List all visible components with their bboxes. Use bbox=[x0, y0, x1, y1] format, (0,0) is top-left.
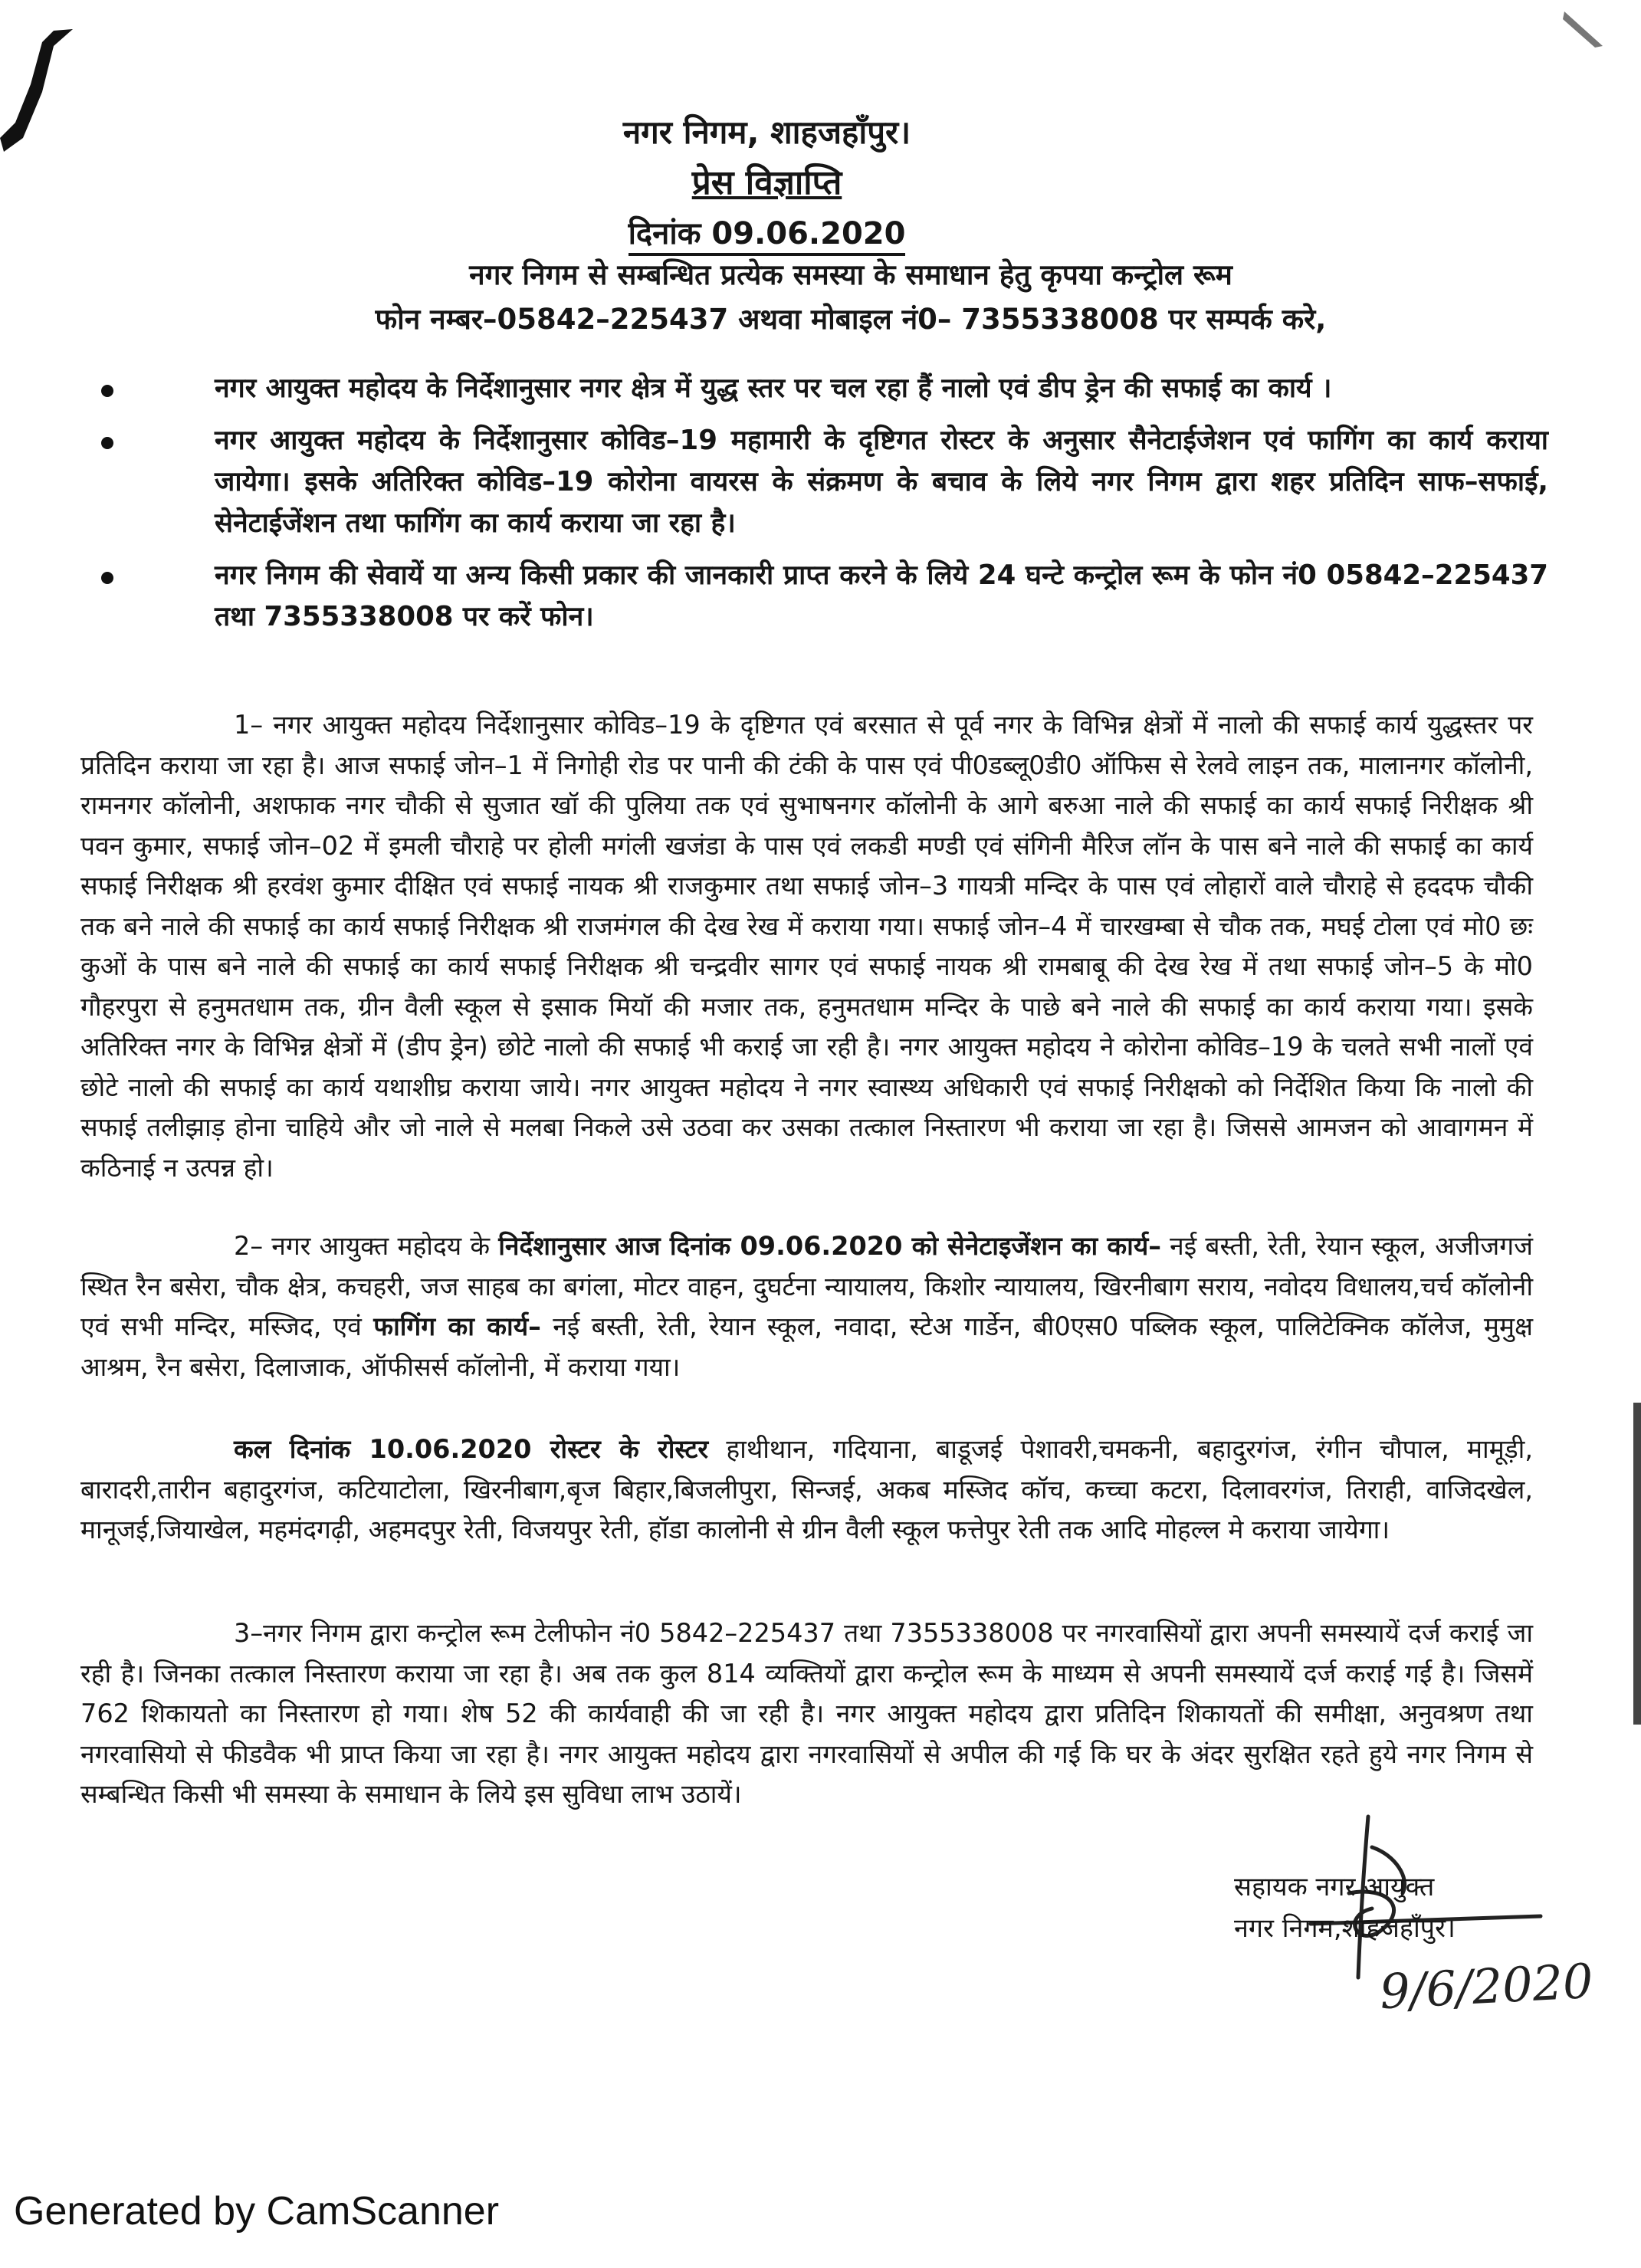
document-header bbox=[0, 107, 1641, 259]
notice-line-2: फोन नम्बर–05842–225437 अथवा मोबाइल नं0– 7355338008 पर सम्पर्क करे, bbox=[375, 303, 1327, 336]
signature-block bbox=[1219, 1866, 1587, 1949]
paragraph-drain-cleaning: 1– नगर आयुक्त महोदय निर्देशानुसार कोविड–19 के दृष्टिगत एवं बरसात से पूर्व नगर के विभिन्न क्षेत्रों में नालो की सफाई कार्य युद्धस्तर पर प्रतिदिन कराया जा रहा है। आज सफाई जोन–1 में निगोही रोड पर पानी की टंकी के पास एवं पी0डब्लू0डी0 ऑफिस से रेलवे लाइन तक, मालानगर कॉलोनी, रामनगर कॉलोनी, अशफाक नगर चौकी से सुजात खॉ की पुलिया तक एवं सुभाषनगर कॉलोनी के आगे बरुआ नाले की सफाई का कार्य सफाई निरीक्षक श्री पवन कुमार, सफाई जोन–02 में इमली चौराहे पर होली मगंली खजंडा के पास एवं लकडी मण्डी एवं संगिनी मैरिज लॉन के पास बने नाले की सफाई का कार्य सफाई निरीक्षक श्री हरवंश कुमार दीक्षित एवं सफाई नायक श्री राजकुमार तथा सफाई जोन–3 गायत्री मन्दिर के पास एवं लोहारों वाले चौराहे से हददफ चौकी तक बने नाले की सफाई का कार्य सफाई निरीक्षक श्री राजमंगल की देख रेख में कराया गया। सफाई जोन–4 में चारखम्बा से चौक तक, मघई टोला एवं मो0 छः कुओं के पास बने नाले की सफाई का कार्य सफाई निरीक्षक श्री चन्द्रवीर सागर एवं सफाई नायक श्री रामबाबू की देख रेख में तथा सफाई जोन–5 के मो0 गौहरपुरा से हनुमतधाम तक, ग्रीन वैली स्कूल से इसाक मियॉ की मजार तक, हनुमतधाम मन्दिर के पाछे बने नाले की सफाई का कार्य कराया गया। इसके अतिरिक्त नगर के विभिन्न क्षेत्रों में (डीप ड्रेन) छोटे नालो की सफाई भी कराई जा रही है। नगर आयुक्त महोदय ने कोरोना कोविड–19 के चलते सभी नालों एवं छोटे नालो की सफाई का कार्य यथाशीघ्र कराया जाये। नगर आयुक्त महोदय ने नगर स्वास्थ्य अधिकारी एवं सफाई निरीक्षको को निर्देशित किया कि नालो की सफाई तलीझाड़ होना चाहिये और जो नाले से मलबा निकले उसे उठवा कर उसका तत्काल निस्तारण भी कराया जा रहा है। जिससे आमजन को आवागमन में कठिनाई न उत्पन्न हो। bbox=[80, 710, 1533, 1183]
bullet-dot bbox=[101, 572, 113, 584]
paragraph-roster: कल दिनांक 10.06.2020 रोस्टर के रोस्टर हाथीथान, गदियाना, बाडूजई पेशावरी,चमकनी, बहादुरगंज, रंगीन चौपाल, मामूड़ी, बारादरी,तारीन बहादुरगंज, कटियाटोला, खिरनीबाग,बृज बिहार,बिजलीपुरा, सिन्जई, अकब मस्जिद कॉच, कच्चा कटरा, दिलावरगंज, तिराही, वाजिदखेल, मानूजई,जियाखेल, महमंदगढ़ी, अहमदपुर रेती, विजयपुर रेती, हॉडा कालोनी से ग्रीन वैली स्कूल फत्तेपुर रेती तक आदि मोहल्ल मे कराया जायेगा। bbox=[80, 1434, 1533, 1544]
scan-right-edge-mark bbox=[1626, 1403, 1641, 1725]
sanitization-heading: निर्देशानुसार आज दिनांक 09.06.2020 को सेनेटाइजेंशन का कार्य– bbox=[498, 1231, 1161, 1261]
paragraph-complaints: 3–नगर निगम द्वारा कन्ट्रोल रूम टेलीफोन नं0 5842–225437 तथा 7355338008 पर नगरवासियों द्वारा अपनी समस्यायें दर्ज कराई जा रही है। जिनका तत्काल निस्तारण कराया जा रहा है। अब तक कुल 814 व्यक्तियों द्वारा कन्ट्रोल रूम के माध्यम से अपनी समस्यायें दर्ज कराई गई है। जिसमें 762 शिकायतो का निस्तारण हो गया। शेष 52 की कार्यवाही की जा रही है। नगर आयुक्त महोदय द्वारा प्रतिदिन शिकायतों की समीक्षा, अनुवश्रण तथा नगरवासियो से फीडवैक भी प्राप्त किया जा रहा है। नगर आयुक्त महोदय द्वारा नगरवासियों से अपील की गई कि घर के अंदर सुरक्षित रहते हुये नगर निगम से सम्बन्धित किसी भी समस्या के समाधान के लिये इस सुविधा लाभ उठायें। bbox=[80, 1618, 1533, 1809]
date-label: दिनांक bbox=[628, 216, 701, 251]
organization-name: नगर निगम, शाहजहाँपुर। bbox=[622, 113, 911, 151]
scan-corner-mark bbox=[1557, 8, 1610, 54]
bullet-dot bbox=[101, 437, 113, 449]
release-date bbox=[0, 208, 1587, 259]
date-value: 09.06.2020 bbox=[711, 216, 906, 251]
notice-line-1: नगर निगम से सम्बन्धित प्रत्येक समस्या के समाधान हेतु कृपया कन्ट्रोल रूम bbox=[469, 258, 1232, 291]
fogging-heading: फागिंग का कार्य– bbox=[373, 1311, 541, 1341]
roster-heading: कल दिनांक 10.06.2020 रोस्टर के रोस्टर bbox=[234, 1434, 709, 1464]
highlight-item: नगर निगम की सेवायें या अन्य किसी प्रकार की जानकारी प्राप्त करने के लिये 24 घन्टे कन्ट्रोल रूम के फोन नं0 05842–225437 तथा 7355338008 पर करें फोन। bbox=[92, 555, 1548, 638]
bullet-dot bbox=[101, 385, 113, 397]
highlight-item: नगर आयुक्त महोदय के निर्देशानुसार नगर क्षेत्र में युद्ध स्तर पर चल रहा हैं नालो एवं डीप ड्रेन की सफाई का कार्य । bbox=[92, 368, 1548, 409]
highlight-item: नगर आयुक्त महोदय के निर्देशानुसार कोविड–19 महामारी के दृष्टिगत रोस्टर के अनुसार सैनेटाईजेशन एवं फागिंग का कार्य कराया जायेगा। इसके अतिरिक्त कोविड–19 कोरोना वायरस के संक्रमण के बचाव के लिये नगर निगम द्वारा शहर प्रतिदिन साफ–सफाई, सेनेटाईजेंशन तथा फागिंग का कार्य कराया जा रहा है। bbox=[92, 420, 1548, 544]
highlights-list bbox=[92, 368, 1548, 648]
paragraph-sanitization: 2– नगर आयुक्त महोदय के निर्देशानुसार आज दिनांक 09.06.2020 को सेनेटाइजेंशन का कार्य– नई बस्ती, रेती, रेयान स्कूल, अजीजगजं स्थित रैन बसेरा, चौक क्षेत्र, कचहरी, जज साहब का बगंला, मोटर वाहन, दुघर्टना न्यायालय, किशोर न्यायालय, खिरनीबाग सराय, नवोदय विधालय,चर्च कॉलोनी एवं सभी मन्दिर, मस्जिद, एवं फागिंग का कार्य– नई बस्ती, रेती, रेयान स्कूल, नवादा, स्टेअ गार्डेन, बी0एस0 पब्लिक स्कूल, पालिटेक्निक कॉलेज, मुमुक्ष आश्रम, रैन बसेरा, दिलाजाक, ऑफीसर्स कॉलोनी, में कराया गया। bbox=[80, 1231, 1534, 1382]
signatory-designation: सहायक नगर आयुक्त bbox=[1234, 1872, 1435, 1902]
handwritten-date: 9/6/2020 bbox=[1378, 1952, 1595, 2020]
signatory-office: नगर निगम,शाहजहाँपुर। bbox=[1234, 1913, 1456, 1944]
camscanner-watermark: Generated by CamScanner bbox=[14, 2189, 500, 2234]
control-room-notice bbox=[199, 253, 1502, 342]
press-release-title: प्रेस विज्ञाप्ति bbox=[691, 163, 842, 202]
